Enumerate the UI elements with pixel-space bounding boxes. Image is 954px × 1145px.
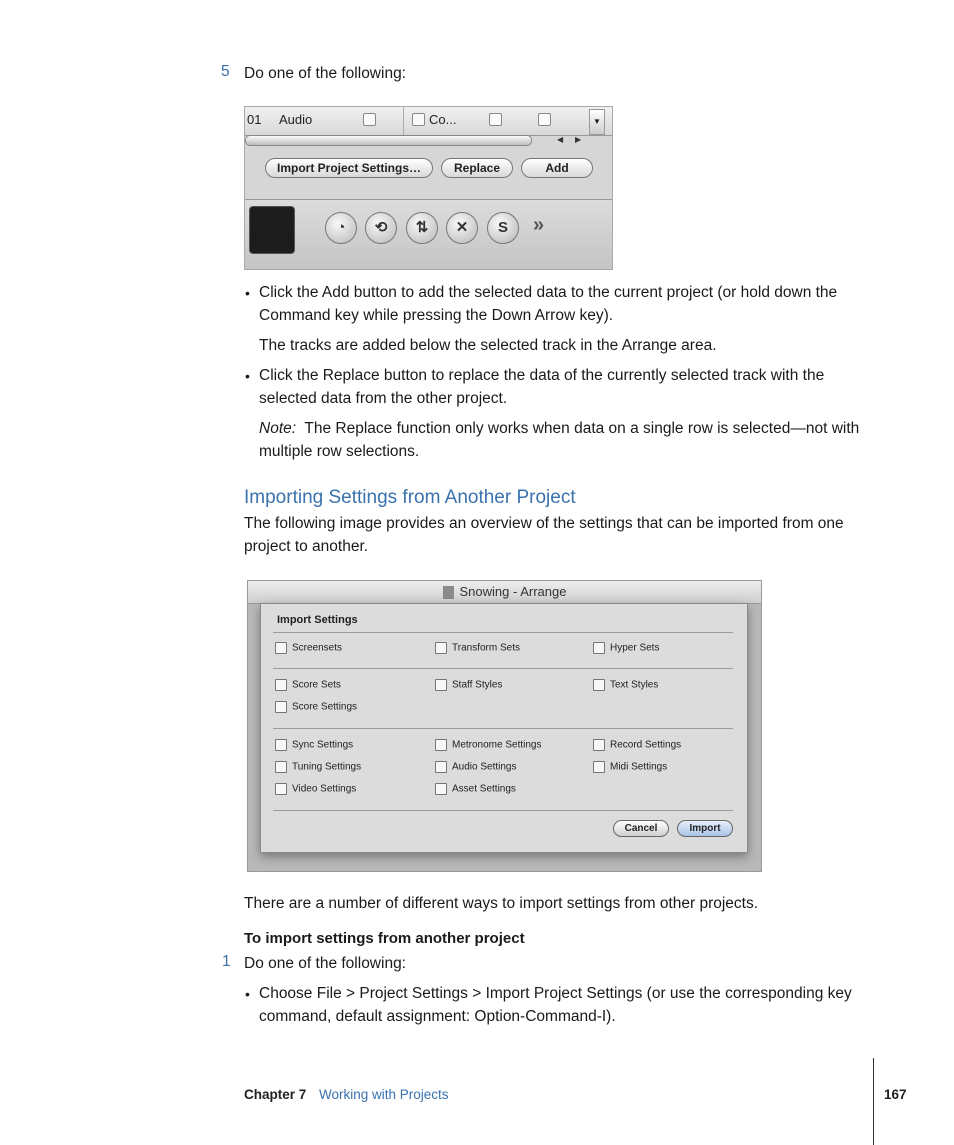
checkbox[interactable]	[593, 761, 605, 773]
option-midi-settings[interactable]	[593, 761, 667, 773]
window-titlebar	[248, 581, 761, 604]
option-record-settings[interactable]	[593, 739, 681, 751]
import-settings-dialog	[260, 603, 748, 853]
step-number: 1	[222, 953, 231, 970]
paragraph: The tracks are added below the selected track in the Arrange area.	[259, 337, 717, 354]
track-row	[245, 107, 612, 136]
checkbox[interactable]	[435, 642, 447, 654]
checkbox[interactable]	[435, 679, 447, 691]
option-tuning-settings[interactable]	[275, 761, 361, 773]
import-project-settings-button[interactable]: Import Project Settings…	[265, 158, 433, 178]
footer-rule	[873, 1058, 874, 1145]
bullet-text: Click the Add button to add the selected data to the current project (or hold down the Command key while pressing the Down Arrow key).	[259, 284, 838, 324]
checkbox[interactable]	[435, 783, 447, 795]
track-number: 01	[247, 112, 262, 127]
checkbox[interactable]	[435, 739, 447, 751]
option-label: Staff Styles	[452, 679, 503, 691]
option-label: Metronome Settings	[452, 739, 542, 751]
option-label: Audio Settings	[452, 761, 517, 773]
option-label: Transform Sets	[452, 642, 520, 654]
add-button[interactable]: Add	[521, 158, 593, 178]
scroll-down-icon[interactable]: ▼	[589, 109, 605, 135]
track-checkbox[interactable]	[538, 113, 551, 126]
option-label: Midi Settings	[610, 761, 668, 773]
track-checkbox[interactable]	[489, 113, 502, 126]
option-label: Hyper Sets	[610, 642, 660, 654]
track-name: Audio	[279, 112, 313, 127]
tempo-gauge-icon[interactable]: ◔	[325, 212, 357, 244]
option-asset-settings[interactable]	[435, 783, 516, 795]
checkbox[interactable]	[593, 739, 605, 751]
option-label: Tuning Settings	[292, 761, 362, 773]
option-label: Sync Settings	[292, 739, 354, 751]
footer-chapter-title: Working with Projects	[319, 1087, 449, 1102]
option-metronome-settings[interactable]	[435, 739, 542, 751]
scroll-right-icon[interactable]: ▶	[575, 135, 582, 144]
note-text: The Replace function only works when data on a single row is selected—not with multiple row selections.	[259, 420, 860, 460]
footer-chapter: Chapter 7	[244, 1087, 307, 1102]
option-label: Asset Settings	[452, 783, 516, 795]
section-intro: The following image provides an overview of the settings that can be imported from one project to another.	[244, 515, 844, 555]
divider	[273, 668, 733, 669]
paragraph: There are a number of different ways to import settings from other projects.	[244, 895, 759, 912]
scroll-left-icon[interactable]: ◀	[557, 135, 564, 144]
cycle-icon[interactable]: ⟲	[365, 212, 397, 244]
bullet-icon: •	[245, 986, 250, 1002]
option-staff-styles[interactable]	[435, 679, 502, 691]
import-button[interactable]: Import	[677, 820, 733, 837]
option-audio-settings[interactable]	[435, 761, 517, 773]
solo-icon[interactable]: S	[487, 212, 519, 244]
option-label: Text Styles	[610, 679, 659, 691]
checkbox[interactable]	[275, 739, 287, 751]
section-heading: Importing Settings from Another Project	[244, 487, 576, 508]
document-icon	[443, 586, 454, 599]
note-label: Note:	[259, 420, 297, 437]
option-label: Video Settings	[292, 783, 357, 795]
checkbox[interactable]	[593, 679, 605, 691]
tuner-icon[interactable]: ⇅	[406, 212, 438, 244]
column-label: Co...	[429, 112, 457, 127]
transport-bar	[245, 199, 612, 270]
checkbox[interactable]	[275, 679, 287, 691]
bullet-icon: •	[245, 368, 250, 384]
window-title: Snowing - Arrange	[459, 584, 567, 599]
checkbox[interactable]	[275, 783, 287, 795]
option-transform-sets[interactable]	[435, 642, 520, 654]
step-number: 5	[221, 63, 230, 80]
task-heading: To import settings from another project	[244, 930, 525, 947]
screenshot-import-settings-dialog	[247, 580, 762, 872]
option-label: Score Sets	[292, 679, 341, 691]
checkbox[interactable]	[435, 761, 447, 773]
checkbox[interactable]	[593, 642, 605, 654]
horizontal-scrollbar[interactable]	[245, 135, 532, 146]
column-divider	[403, 107, 404, 135]
replace-button[interactable]: Replace	[441, 158, 513, 178]
option-label: Screensets	[292, 642, 343, 654]
option-score-settings[interactable]	[275, 701, 357, 713]
note-paragraph	[259, 417, 869, 463]
option-label: Record Settings	[610, 739, 682, 751]
bullet-text: Choose File > Project Settings > Import Project Settings (or use the corresponding key command, default assignment: Option-Command-I).	[259, 985, 852, 1025]
checkbox[interactable]	[275, 701, 287, 713]
checkbox[interactable]	[275, 761, 287, 773]
dialog-title: Import Settings	[277, 614, 358, 626]
bullet-text: Click the Replace button to replace the data of the currently selected track with the selected data from the other project.	[259, 367, 825, 407]
option-video-settings[interactable]	[275, 783, 356, 795]
track-checkbox[interactable]	[412, 113, 425, 126]
step-text: Do one of the following:	[244, 955, 406, 972]
divider	[273, 632, 733, 633]
option-score-sets[interactable]	[275, 679, 341, 691]
lcd-display	[249, 206, 295, 254]
more-chevron-icon[interactable]: »	[533, 214, 545, 236]
divider	[273, 810, 733, 811]
bullet-icon: •	[245, 285, 250, 301]
screenshot-track-import-buttons	[244, 106, 613, 270]
checkbox[interactable]	[275, 642, 287, 654]
option-text-styles[interactable]	[593, 679, 658, 691]
track-checkbox[interactable]	[363, 113, 376, 126]
option-hyper-sets[interactable]	[593, 642, 659, 654]
divider	[273, 728, 733, 729]
cancel-button[interactable]: Cancel	[613, 820, 669, 837]
step-text: Do one of the following:	[244, 65, 406, 82]
option-label: Score Settings	[292, 701, 358, 713]
page-number: 167	[884, 1087, 907, 1102]
option-screensets[interactable]	[275, 642, 342, 654]
mute-icon[interactable]: ✕	[446, 212, 478, 244]
option-sync-settings[interactable]	[275, 739, 353, 751]
